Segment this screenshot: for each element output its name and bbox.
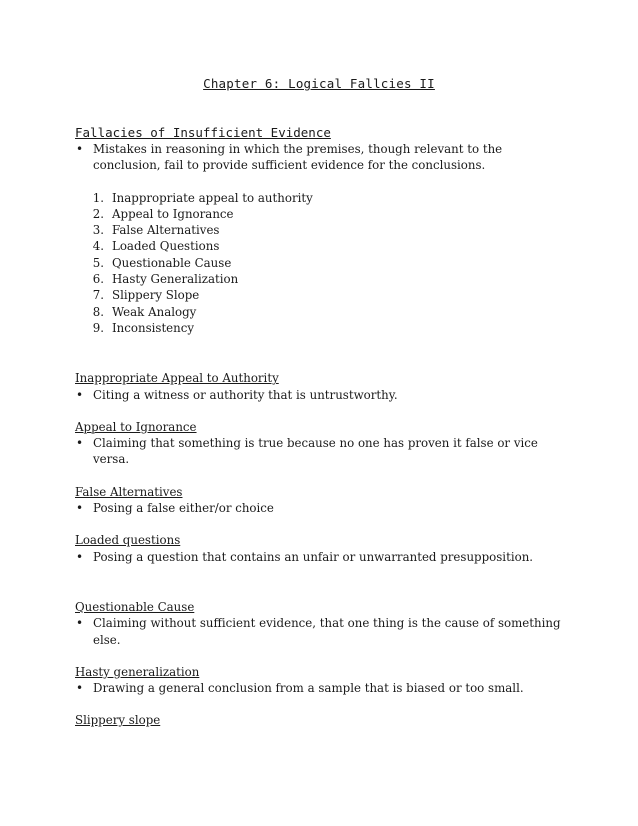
list-label: Weak Analogy — [112, 304, 197, 319]
list-number: 3. — [92, 223, 104, 238]
definition-inappropriate-authority — [75, 370, 565, 403]
list-label: Inconsistency — [112, 320, 195, 335]
list-item — [75, 222, 565, 238]
list-number: 5. — [92, 255, 104, 270]
list-label: Hasty Generalization — [112, 272, 239, 287]
list-item — [75, 190, 565, 206]
definition-term: Hasty generalization — [75, 664, 200, 679]
spacer — [75, 403, 565, 419]
definition-term: Slippery slope — [75, 713, 161, 728]
definition-term: Questionable Cause — [75, 599, 195, 614]
spacer — [75, 696, 565, 712]
definition-term: Inappropriate Appeal to Authority — [75, 371, 279, 386]
section-heading: Fallacies of Insufficient Evidence — [75, 125, 331, 140]
list-label: Loaded Questions — [112, 239, 220, 254]
definition-questionable-cause — [75, 599, 565, 648]
definition-text: • Claiming without sufficient evidence, that one thing is the cause of something else. — [75, 615, 565, 648]
definition-list — [75, 387, 565, 403]
list-number: 1. — [92, 190, 104, 205]
list-label: Questionable Cause — [112, 255, 232, 270]
definition-list — [75, 549, 565, 565]
definition-text: • Claiming that something is true because no one has proven it false or vice versa. — [75, 435, 565, 468]
definition-text: • Posing a false either/or choice — [75, 500, 565, 516]
list-item — [75, 287, 565, 303]
list-label: False Alternatives — [112, 223, 220, 238]
list-label: Slippery Slope — [112, 288, 200, 303]
spacer — [75, 336, 565, 370]
page-title: Chapter 6: Logical Fallcies II — [203, 76, 435, 91]
list-number: 9. — [92, 320, 104, 335]
definition-list — [75, 435, 565, 468]
spacer — [75, 516, 565, 532]
list-label: Appeal to Ignorance — [112, 206, 234, 221]
list-item — [75, 238, 565, 254]
definition-list — [75, 500, 565, 516]
section-intro: • Mistakes in reasoning in which the premises, though relevant to the conclusion, fail to provide sufficient evidence for the conclusions. — [75, 141, 565, 174]
definition-slippery-slope — [75, 712, 565, 728]
list-item — [75, 320, 565, 336]
list-number: 7. — [92, 288, 104, 303]
fallacy-list — [75, 190, 565, 337]
spacer — [75, 468, 565, 484]
definition-term: Loaded questions — [75, 533, 181, 548]
spacer — [75, 648, 565, 664]
list-number: 6. — [92, 272, 104, 287]
definition-term: Appeal to Ignorance — [75, 419, 197, 434]
spacer — [75, 565, 565, 599]
definition-appeal-ignorance — [75, 419, 565, 468]
list-item — [75, 304, 565, 320]
list-label: Inappropriate appeal to authority — [112, 190, 313, 205]
definition-hasty-generalization — [75, 664, 565, 697]
definition-term: False Alternatives — [75, 484, 183, 499]
list-number: 4. — [92, 239, 104, 254]
list-item — [75, 271, 565, 287]
definition-text: • Posing a question that contains an unfair or unwarranted presupposition. — [75, 549, 565, 565]
definition-text: • Drawing a general conclusion from a sample that is biased or too small. — [75, 680, 565, 696]
definition-list — [75, 680, 565, 696]
definition-text: • Citing a witness or authority that is untrustworthy. — [75, 387, 565, 403]
list-number: 2. — [92, 206, 104, 221]
definition-false-alternatives — [75, 484, 565, 517]
list-number: 8. — [92, 304, 104, 319]
definition-loaded-questions — [75, 532, 565, 565]
section-intro-list — [75, 141, 565, 174]
list-item — [75, 206, 565, 222]
definition-list — [75, 615, 565, 648]
document-body — [75, 124, 565, 729]
list-item — [75, 255, 565, 271]
